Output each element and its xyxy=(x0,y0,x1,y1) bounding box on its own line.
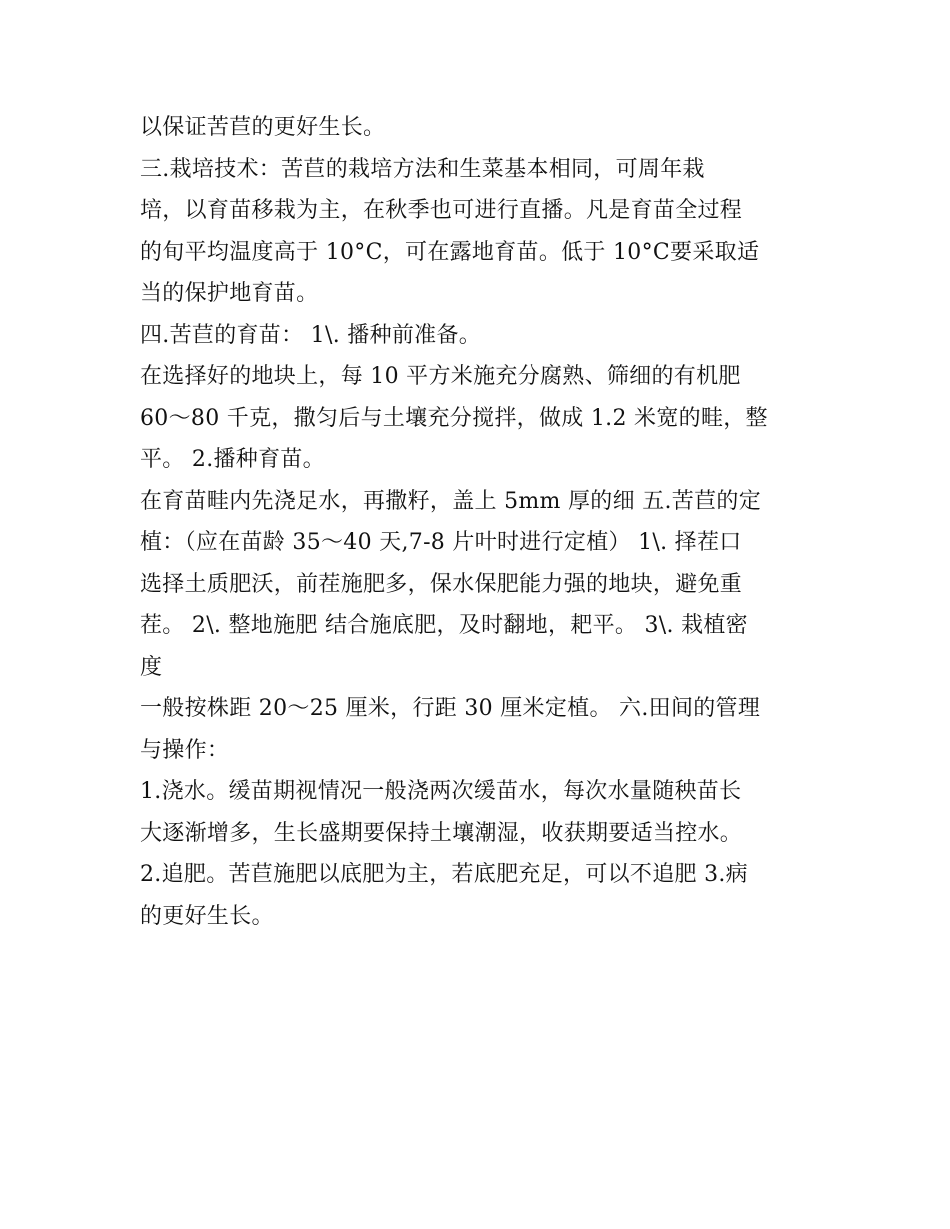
text-line: 1.浇水。缓苗期视情况一般浇两次缓苗水，每次水量随秧苗长 xyxy=(140,779,742,804)
text-line: 培，以育苗移栽为主，在秋季也可进行直播。凡是育苗全过程 xyxy=(140,198,743,223)
text-line: 植：（应在苗龄 35～40 天,7-8 片叶时进行定植） 1\. 择茬口 xyxy=(140,530,742,555)
text-line: 一般按株距 20～25 厘米，行距 30 厘米定植。 六.田间的管理 xyxy=(140,696,761,721)
text-line: 茬。 2\. 整地施肥 结合施底肥，及时翻地，耙平。 3\. 栽植密 xyxy=(140,613,748,638)
text-line: 的更好生长。 xyxy=(140,903,274,929)
text-line: 三.栽培技术：苦苣的栽培方法和生菜基本相同，可周年栽 xyxy=(140,156,705,182)
text-line: 平。 2.播种育苗。 xyxy=(140,447,325,472)
body-text xyxy=(140,107,820,937)
text-line: 在选择好的地块上，每 10 平方米施充分腐熟、筛细的有机肥 xyxy=(140,364,741,389)
text-line: 选择土质肥沃，前茬施肥多，保水保肥能力强的地块，避免重 xyxy=(140,571,743,597)
text-line: 在育苗畦内先浇足水，再撒籽，盖上 5mm 厚的细 五.苦苣的定 xyxy=(140,488,761,514)
text-line: 以保证苦苣的更好生长。 xyxy=(140,115,386,140)
text-line: 的旬平均温度高于 10°C，可在露地育苗。低于 10°C要采取适 xyxy=(140,239,760,265)
text-line: 60～80 千克，撒匀后与土壤充分搅拌，做成 1.2 米宽的畦，整 xyxy=(140,405,768,431)
text-line: 当的保护地育苗。 xyxy=(140,281,319,306)
text-line: 度 xyxy=(140,654,163,680)
text-line: 2.追肥。苦苣施肥以底肥为主，若底肥充足，可以不追肥 3.病 xyxy=(140,862,748,887)
text-line: 大逐渐增多，生长盛期要保持土壤潮湿，收获期要适当控水。 xyxy=(140,820,743,846)
text-line: 四.苦苣的育苗： 1\. 播种前准备。 xyxy=(140,322,482,348)
text-line: 与操作： xyxy=(140,737,230,763)
